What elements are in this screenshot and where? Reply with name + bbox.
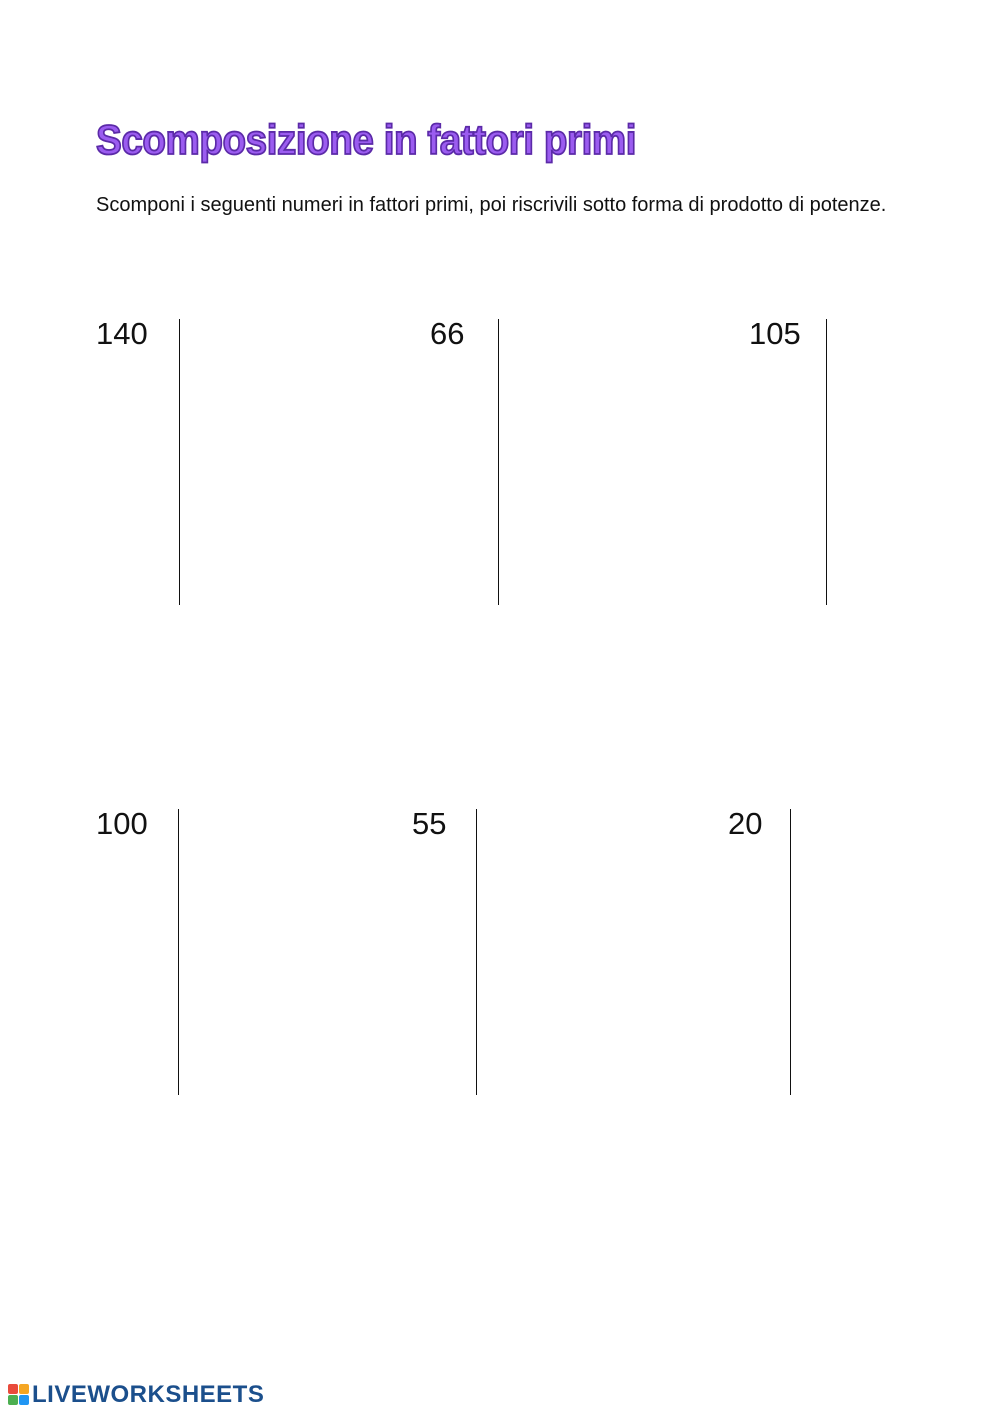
instructions-text: Scomponi i seguenti numeri in fattori primi, poi riscrivili sotto forma di prodotto di potenze. (96, 194, 887, 216)
liveworksheets-logo (8, 1382, 264, 1408)
exercise-number: 55 (412, 806, 447, 841)
exercise-number: 105 (749, 316, 801, 351)
division-line (178, 809, 179, 1095)
exercise-number: 20 (728, 806, 763, 841)
exercise-number: 66 (430, 316, 465, 351)
division-line (790, 809, 791, 1095)
worksheet-title: Scomposizione in fattori primi (96, 116, 637, 163)
exercise-number: 140 (96, 316, 148, 351)
exercise-number: 100 (96, 806, 148, 841)
division-line (826, 319, 827, 605)
logo-text: LIVEWORKSHEETS (32, 1381, 265, 1408)
division-line (476, 809, 477, 1095)
division-line (179, 319, 180, 605)
logo-blocks-icon (8, 1384, 30, 1406)
division-line (498, 319, 499, 605)
